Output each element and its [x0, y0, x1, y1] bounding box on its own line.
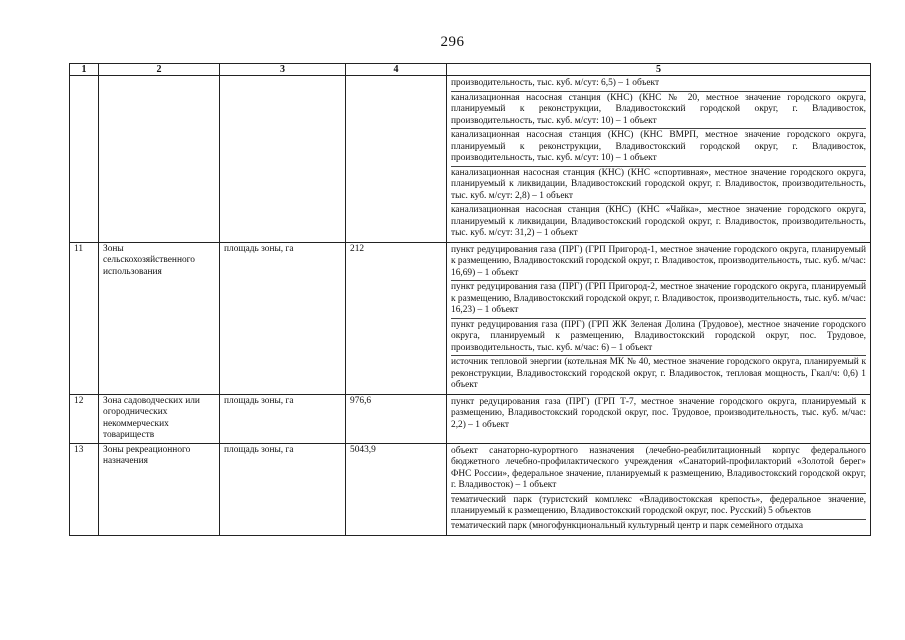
zone-value: 5043,9: [346, 443, 447, 535]
header-col-4: 4: [346, 64, 447, 76]
zone-name: Зона садоводческих или огороднических некоммерческих товариществ: [99, 394, 220, 443]
zones-table: [69, 63, 871, 536]
zone-objects: [447, 443, 871, 535]
header-row: [70, 64, 871, 76]
header-col-2: 2: [99, 64, 220, 76]
row-number: 12: [70, 394, 99, 443]
table-row: [70, 394, 871, 443]
zone-parameter: [220, 76, 346, 243]
object-entry: канализационная насосная станция (КНС) (КНС № 20, местное значение городского округа, планируемый к реконструкции, Владивостокский городской округ, г. Владивосток, производительность, тыс. куб. м/сут: 10) – 1 объект: [451, 91, 866, 129]
header-col-3: 3: [220, 64, 346, 76]
zone-objects: [447, 76, 871, 243]
object-entry: объект санаторно-курортного назначения (лечебно-реабилитационный корпус федерального бюджетного лечебно-профилактического учреждения «Санаторий-профилакторий «Золотой берег» ФНС России», федеральное значение, планируемый к размещению, Владивостокский городской округ, г. Владивосток) – 1 объект: [451, 445, 866, 490]
object-entry: пункт редуцирования газа (ПРГ) (ГРП Т-7, местное значение городского округа, планируемый к размещению, Владивостокский городской округ, пос. Трудовое, производительность, тыс. куб. м/час: 2,2) – 1 объект: [451, 396, 866, 430]
zone-name: Зоны рекреационного назначения: [99, 443, 220, 535]
object-entry: пункт редуцирования газа (ПРГ) (ГРП Пригород-1, местное значение городского округа, планируемый к размещению, Владивостокский городской округ, г. Владивосток, производительность, тыс. куб. м/час: 16,69) – 1 объект: [451, 244, 866, 278]
object-entry: канализационная насосная станция (КНС) (КНС ВМРП, местное значение городского округа, планируемый к реконструкции, Владивостокский городской округ, г. Владивосток, производительность, тыс. куб. м/сут: 10) – 1 объект: [451, 128, 866, 166]
row-number: 11: [70, 242, 99, 394]
zone-name: Зоны сельскохозяйственного использования: [99, 242, 220, 394]
table-row: [70, 242, 871, 394]
row-number: 13: [70, 443, 99, 535]
header-col-5: 5: [447, 64, 871, 76]
zone-objects: [447, 394, 871, 443]
page-number: 296: [440, 34, 465, 50]
zone-value: [346, 76, 447, 243]
object-entry: канализационная насосная станция (КНС) (КНС «спортивная», местное значение городского округа, планируемый к ликвидации, Владивостокский городской округ, г. Владивосток, производительность, тыс. куб. м/сут: 2,8) – 1 объект: [451, 166, 866, 204]
zone-parameter: площадь зоны, га: [220, 394, 346, 443]
object-entry-truncated: тематический парк (многофункциональный культурный центр и парк семейного отдыха: [451, 519, 866, 534]
object-entry: тематический парк (туристский комплекс «Владивостокская крепость», федеральное значение, планируемый к размещению, Владивостокский городской округ, пос. Русский) 5 объектов: [451, 493, 866, 519]
zone-parameter: площадь зоны, га: [220, 242, 346, 394]
zone-objects: [447, 242, 871, 394]
object-entry: источник тепловой энергии (котельная МК № 40, местное значение городского округа, планируемый к реконструкции, Владивостокский городской округ, г. Владивосток, тепловая мощность, Гкал/ч: 0,6) 1 объект: [451, 355, 866, 393]
zone-value: 212: [346, 242, 447, 394]
zone-value: 976,6: [346, 394, 447, 443]
zone-parameter: площадь зоны, га: [220, 443, 346, 535]
object-entry: пункт редуцирования газа (ПРГ) (ГРП Пригород-2, местное значение городского округа, планируемый к размещению, Владивостокский городской округ, г. Владивосток, производительность, тыс. куб. м/час: 16,23) – 1 объект: [451, 280, 866, 318]
row-number: [70, 76, 99, 243]
object-entry: производительность, тыс. куб. м/сут: 6,5) – 1 объект: [451, 78, 660, 88]
table-row: [70, 443, 871, 535]
object-entry: канализационная насосная станция (КНС) (КНС «Чайка», местное значение городского округа, планируемый к ликвидации, Владивостокский городской округ, г. Владивосток, производительность, тыс. куб. м/сут: 31,2) – 1 объект: [451, 203, 866, 241]
zone-name: [99, 76, 220, 243]
table-row: [70, 76, 871, 243]
object-entry: пункт редуцирования газа (ПРГ) (ГРП ЖК Зеленая Долина (Трудовое), местное значение городского округа, планируемый к размещению, Владивостокский городской округ, пос. Трудовое, производительность, тыс. куб. м/час: 6) – 1 объект: [451, 318, 866, 356]
header-col-1: 1: [70, 64, 99, 76]
